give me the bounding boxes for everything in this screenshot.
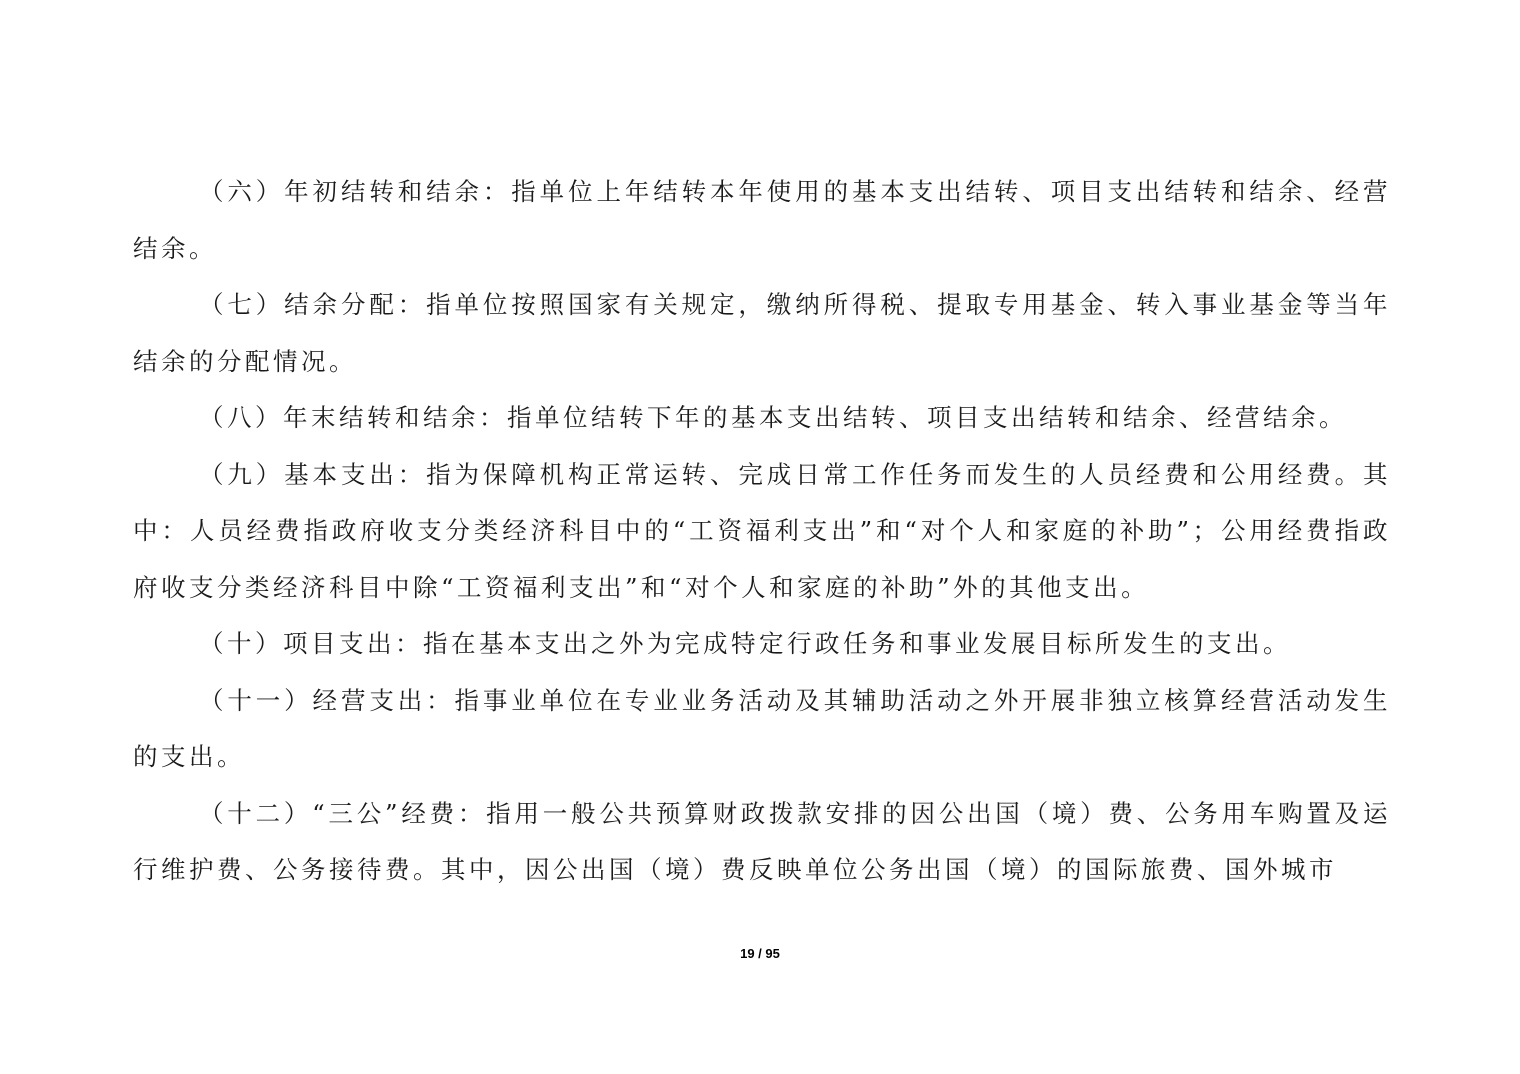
paragraph-10: （十）项目支出：指在基本支出之外为完成特定行政任务和事业发展目标所发生的支出。 bbox=[199, 629, 1291, 658]
paragraph-11: （十一）经营支出：指事业单位在专业业务活动及其辅助活动之外开展非独立核算经营活动发生的支出。 bbox=[133, 685, 1391, 771]
paragraph-6: （六）年初结转和结余：指单位上年结转本年使用的基本支出结转、项目支出结转和结余、经营结余。 bbox=[133, 177, 1391, 263]
page-number: 19 / 95 bbox=[740, 946, 780, 961]
paragraph-7: （七）结余分配：指单位按照国家有关规定，缴纳所得税、提取专用基金、转入事业基金等当年结余的分配情况。 bbox=[133, 290, 1391, 376]
paragraph-12: （十二）“三公”经费：指用一般公共预算财政拨款安排的因公出国（境）费、公务用车购置及运行维护费、公务接待费。其中，因公出国（境）费反映单位公务出国（境）的国际旅费、国外城市 bbox=[133, 798, 1391, 884]
document-body bbox=[133, 164, 1391, 899]
paragraph-8: （八）年末结转和结余：指单位结转下年的基本支出结转、项目支出结转和结余、经营结余。 bbox=[199, 403, 1347, 432]
paragraph-9: （九）基本支出：指为保障机构正常运转、完成日常工作任务而发生的人员经费和公用经费。其中：人员经费指政府收支分类经济科目中的“工资福利支出”和“对个人和家庭的补助”；公用经费指政府收支分类经济科目中除“工资福利支出”和“对个人和家庭的补助”外的其他支出。 bbox=[133, 459, 1391, 602]
